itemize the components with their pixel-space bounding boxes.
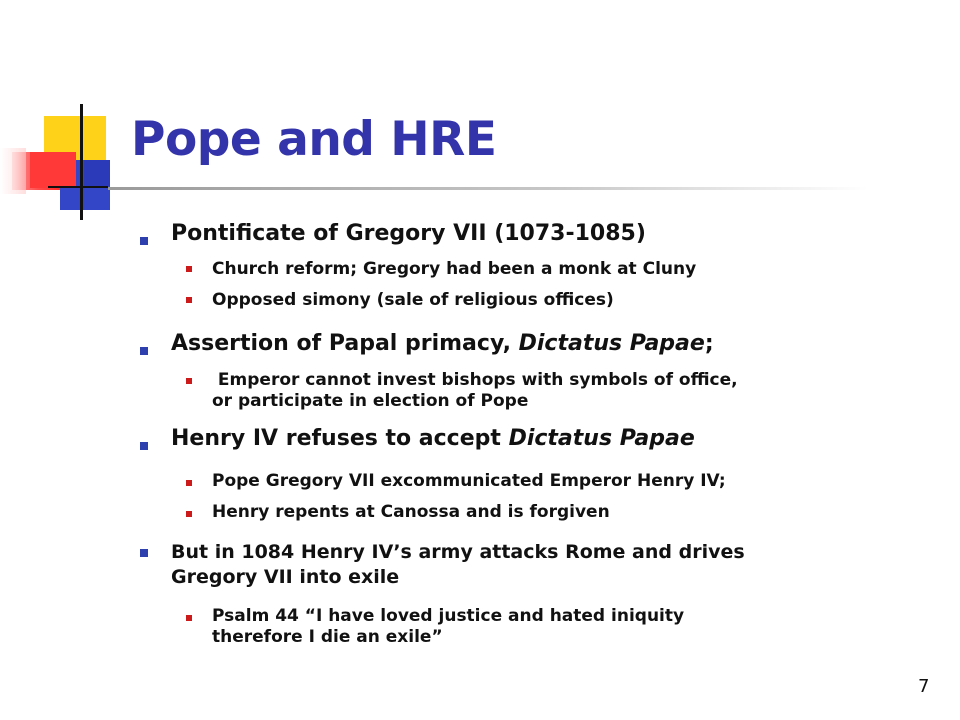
bullet-marker [140,237,148,245]
sub-bullet-canossa: Henry repents at Canossa and is forgiven [212,502,610,522]
sub-bullet-emperor-line1: Emperor cannot invest bishops with symbols of office, [212,370,738,390]
bullet-1084-line1: But in 1084 Henry IV’s army attacks Rome and drives [171,541,745,563]
dictatus-papae-italic: Dictatus Papae [518,331,705,356]
dictatus-papae-italic: Dictatus Papae [508,426,695,451]
sub-bullet-marker [186,266,192,272]
sub-bullet-church-reform: Church reform; Gregory had been a monk at Cluny [212,259,697,279]
bullet-marker [140,347,148,355]
sub-bullet-marker [186,511,192,517]
bullet-henry-refuses [171,426,695,452]
sub-bullet-marker [186,378,192,384]
bullet-marker [140,549,148,557]
sub-bullet-emperor-cannot-invest [212,370,738,412]
bullet-1084-attack [171,540,941,590]
sub-bullet-marker [186,297,192,303]
bullet-henry-refuses-text: Henry IV refuses to accept [171,426,509,451]
sub-bullet-psalm-44 [212,606,684,648]
sub-bullet-simony: Opposed simony (sale of religious offices) [212,290,614,310]
sub-bullet-emperor-line2: or participate in election of Pope [212,391,529,411]
sub-bullet-marker [186,480,192,486]
bullet-assertion-text: Assertion of Papal primacy, [171,331,519,356]
bullet-assertion [171,331,714,357]
bullet-1084-line2: Gregory VII into exile [171,566,400,588]
bullet-assertion-semicolon: ; [704,331,714,356]
sub-bullet-psalm-line1: Psalm 44 “I have loved justice and hated iniquity [212,606,685,626]
bullet-marker [140,442,148,450]
bullet-pontificate: Pontificate of Gregory VII (1073-1085) [171,221,646,246]
sub-bullet-excommunicated: Pope Gregory VII excommunicated Emperor Henry IV; [212,471,726,491]
sub-bullet-psalm-line2: therefore I die an exile” [212,627,443,647]
slide-title: Pope and HRE [131,112,497,167]
page-number: 7 [918,676,930,697]
sub-bullet-marker [186,615,192,621]
